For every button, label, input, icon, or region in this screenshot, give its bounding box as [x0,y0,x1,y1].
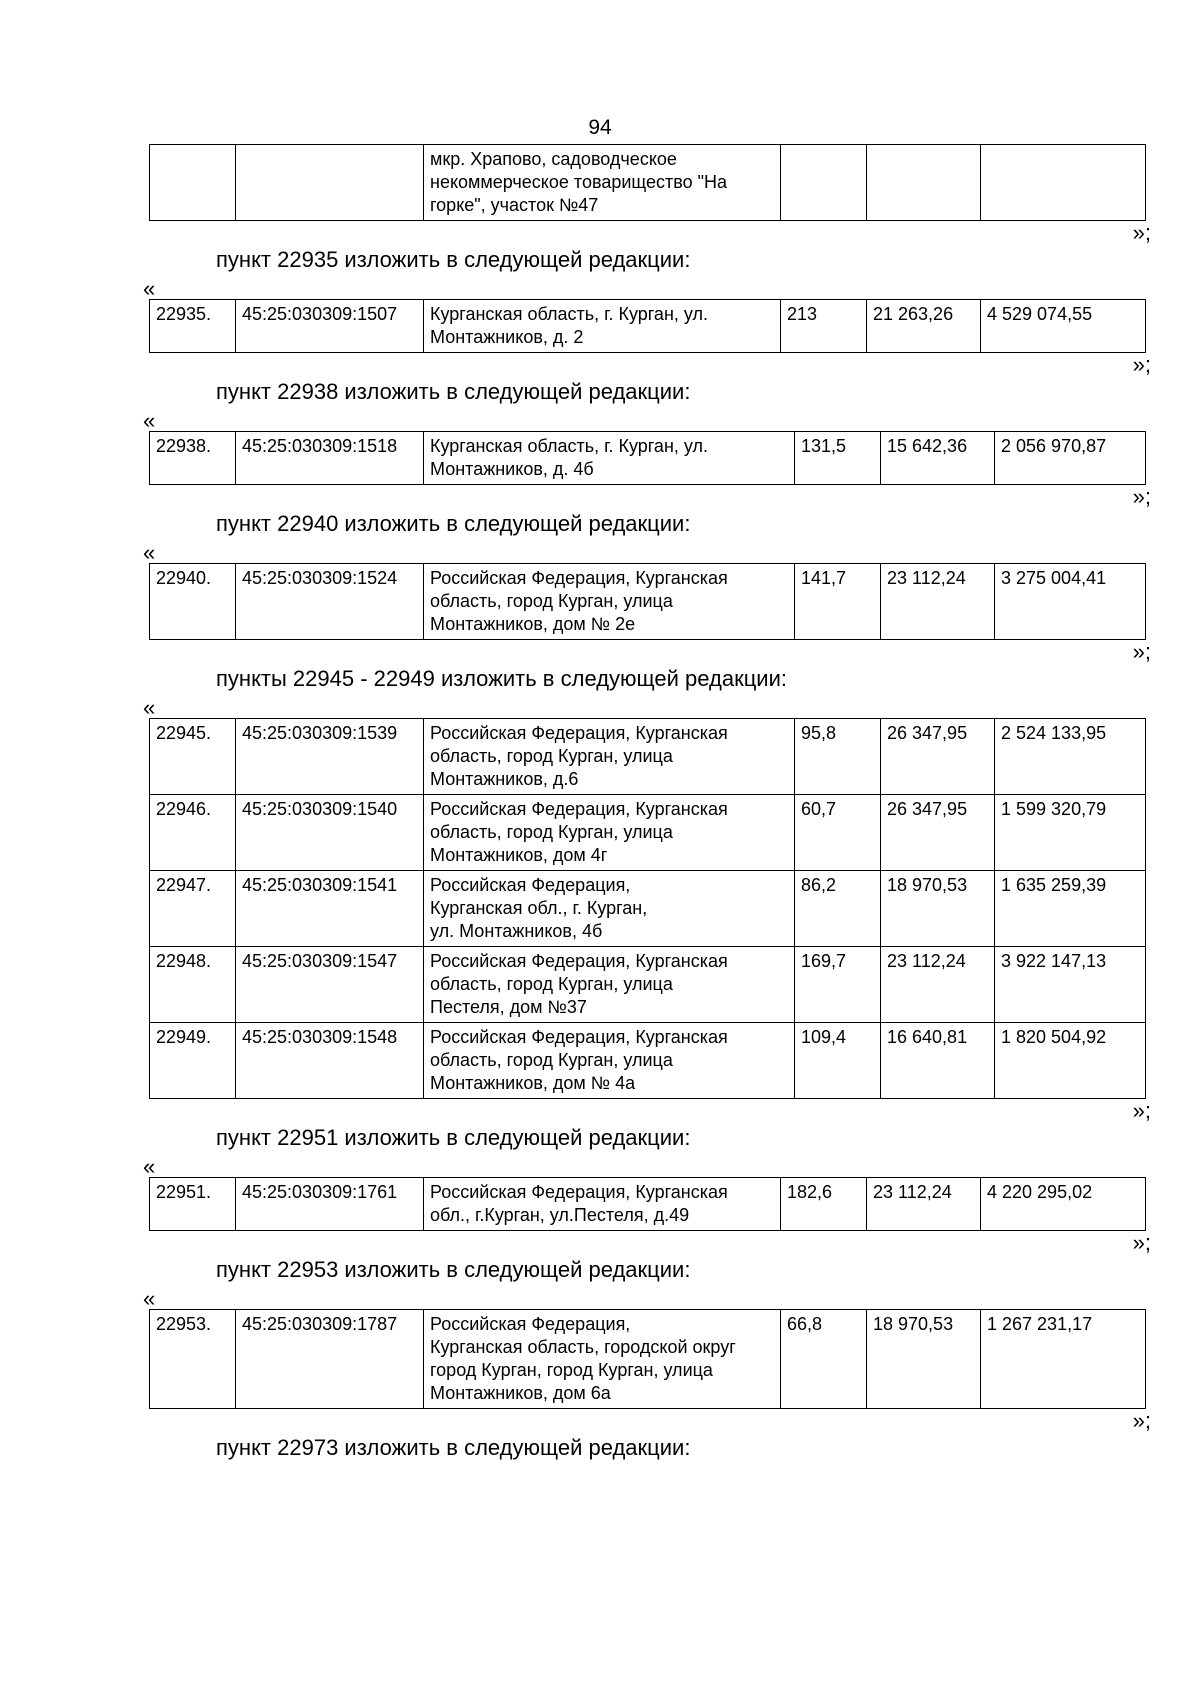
cadastral-value-cell: 1 820 504,92 [995,1023,1146,1099]
close-quote: »; [1132,1230,1151,1255]
cadastral-value-cell: 4 220 295,02 [981,1178,1146,1231]
amendment-block [143,666,1151,1123]
amendment-instruction: пункт 22935 изложить в следующей редакции: [216,247,691,272]
area-cell: 131,5 [795,432,881,485]
cadastral-number-cell: 45:25:030309:1507 [236,300,424,353]
address-cell: Российская Федерация, Курганская область, город Курган, улица Монтажников, дом 4г [424,795,795,871]
cadastral-value-cell: 3 922 147,13 [995,947,1146,1023]
cadastral-number-cell: 45:25:030309:1541 [236,871,424,947]
row-number-cell: 22940. [150,564,236,640]
amendment-instruction: пункт 22973 изложить в следующей редакции: [216,1435,691,1460]
close-quote: »; [1132,1408,1151,1433]
open-quote: « [143,695,156,720]
open-quote: « [143,408,156,433]
cadastral-value-cell: 3 275 004,41 [995,564,1146,640]
cadastral-value-cell: 4 529 074,55 [981,300,1146,353]
address-cell: Российская Федерация, Курганская область, город Курган, улица Монтажников, д.6 [424,719,795,795]
register-table [149,144,1146,221]
cadastral-number-cell: 45:25:030309:1524 [236,564,424,640]
row-number-cell: 22948. [150,947,236,1023]
amendment-block [143,247,1151,377]
cadastral-number-cell [236,145,424,221]
open-quote: « [143,276,156,301]
amendment-block [143,1257,1151,1433]
row-number-cell [150,145,236,221]
close-quote: »; [1132,639,1151,664]
address-cell: Российская Федерация, Курганская область, город Курган, улица Монтажников, дом № 2е [424,564,795,640]
close-quote: »; [1132,484,1151,509]
amendment-block [149,144,1151,245]
area-cell: 60,7 [795,795,881,871]
unit-value-cell: 23 112,24 [881,947,995,1023]
amendment-instruction: пункты 22945 - 22949 изложить в следующей редакции: [216,666,788,691]
unit-value-cell: 23 112,24 [867,1178,981,1231]
unit-value-cell: 21 263,26 [867,300,981,353]
row-number-cell: 22945. [150,719,236,795]
register-table [149,1177,1146,1231]
row-number-cell: 22951. [150,1178,236,1231]
area-cell: 66,8 [781,1310,867,1409]
amendment-block [143,511,1151,664]
cadastral-number-cell: 45:25:030309:1547 [236,947,424,1023]
unit-value-cell: 15 642,36 [881,432,995,485]
area-cell: 86,2 [795,871,881,947]
address-cell: Российская Федерация, Курганская область, город Курган, улица Монтажников, дом № 4а [424,1023,795,1099]
address-cell: мкр. Храпово, садоводческое некоммерческое товарищество "На горке", участок №47 [424,145,781,221]
open-quote: « [143,1286,156,1311]
unit-value-cell: 23 112,24 [881,564,995,640]
area-cell: 169,7 [795,947,881,1023]
cadastral-value-cell: 1 635 259,39 [995,871,1146,947]
register-table [149,431,1146,485]
unit-value-cell: 18 970,53 [881,871,995,947]
row-number-cell: 22947. [150,871,236,947]
amendment-block [143,1125,1151,1255]
address-cell: Российская Федерация, Курганская область, городской округ город Курган, город Курган, улица Монтажников, дом 6а [424,1310,781,1409]
area-cell: 109,4 [795,1023,881,1099]
cadastral-number-cell: 45:25:030309:1518 [236,432,424,485]
cadastral-number-cell: 45:25:030309:1761 [236,1178,424,1231]
table-row [150,1178,1146,1231]
cadastral-value-cell: 2 524 133,95 [995,719,1146,795]
address-cell: Российская Федерация, Курганская область, город Курган, улица Пестеля, дом №37 [424,947,795,1023]
cadastral-number-cell: 45:25:030309:1539 [236,719,424,795]
page-number: 94 [588,116,612,139]
area-cell: 213 [781,300,867,353]
area-cell: 182,6 [781,1178,867,1231]
cadastral-number-cell: 45:25:030309:1787 [236,1310,424,1409]
close-quote: »; [1132,352,1151,377]
row-number-cell: 22938. [150,432,236,485]
close-quote: »; [1132,220,1151,245]
address-cell: Российская Федерация, Курганская обл., г.Курган, ул.Пестеля, д.49 [424,1178,781,1231]
close-quote: »; [1132,1098,1151,1123]
cadastral-number-cell: 45:25:030309:1540 [236,795,424,871]
open-quote: « [143,1154,156,1179]
register-table [149,718,1146,1099]
address-cell: Курганская область, г. Курган, ул. Монтажников, д. 4б [424,432,795,485]
unit-value-cell: 16 640,81 [881,1023,995,1099]
amendment-block [143,379,1151,509]
area-cell: 95,8 [795,719,881,795]
amendment-instruction: пункт 22951 изложить в следующей редакции: [216,1125,691,1150]
table-row [150,300,1146,353]
unit-value-cell: 18 970,53 [867,1310,981,1409]
table-row [150,145,1146,221]
cadastral-value-cell: 1 599 320,79 [995,795,1146,871]
table-row [150,1023,1146,1099]
register-table [149,299,1146,353]
amendment-instruction: пункт 22938 изложить в следующей редакции: [216,379,691,404]
unit-value-cell: 26 347,95 [881,795,995,871]
table-row [150,871,1146,947]
register-table [149,563,1146,640]
cadastral-value-cell: 1 267 231,17 [981,1310,1146,1409]
open-quote: « [143,540,156,565]
amendment-instruction: пункт 22940 изложить в следующей редакции: [216,511,691,536]
table-row [150,795,1146,871]
address-cell: Курганская область, г. Курган, ул. Монтажников, д. 2 [424,300,781,353]
unit-value-cell: 26 347,95 [881,719,995,795]
row-number-cell: 22946. [150,795,236,871]
table-row [150,1310,1146,1409]
cadastral-value-cell [981,145,1146,221]
cadastral-number-cell: 45:25:030309:1548 [236,1023,424,1099]
register-table [149,1309,1146,1409]
document-body [143,144,1151,1461]
unit-value-cell [867,145,981,221]
amendment-instruction: пункт 22953 изложить в следующей редакции: [216,1257,691,1282]
table-row [150,947,1146,1023]
row-number-cell: 22953. [150,1310,236,1409]
table-row [150,432,1146,485]
amendment-block [149,1435,1145,1461]
table-row [150,564,1146,640]
cadastral-value-cell: 2 056 970,87 [995,432,1146,485]
row-number-cell: 22935. [150,300,236,353]
row-number-cell: 22949. [150,1023,236,1099]
table-row [150,719,1146,795]
address-cell: Российская Федерация, Курганская обл., г. Курган, ул. Монтажников, 4б [424,871,795,947]
area-cell [781,145,867,221]
area-cell: 141,7 [795,564,881,640]
